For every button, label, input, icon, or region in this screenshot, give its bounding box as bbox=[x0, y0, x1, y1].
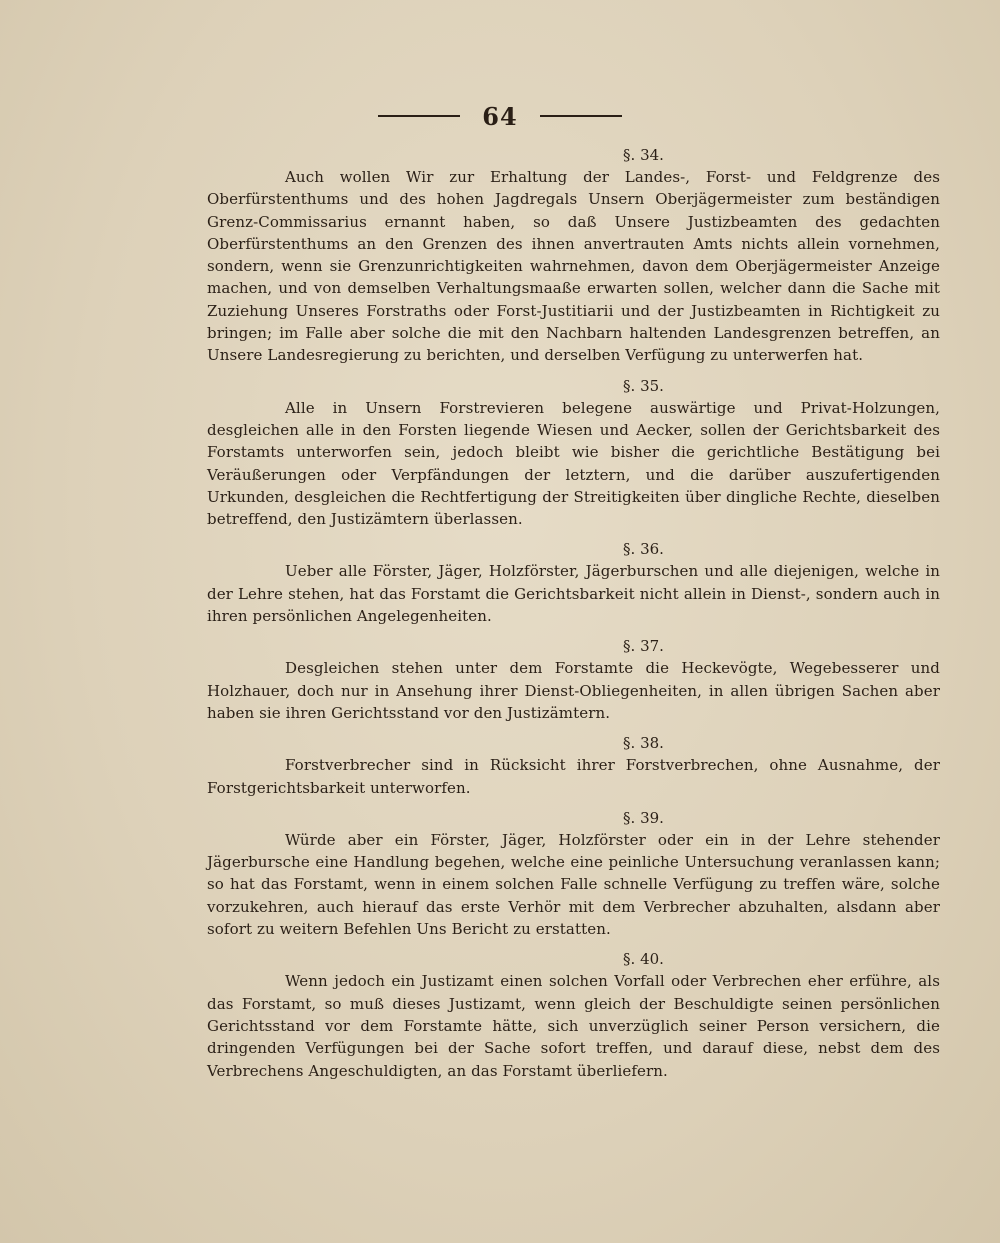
section-35 bbox=[207, 375, 940, 531]
section-heading: §. 39. bbox=[623, 808, 664, 827]
section-heading: §. 40. bbox=[623, 950, 664, 969]
section-heading: §. 38. bbox=[623, 734, 664, 753]
section-38 bbox=[207, 732, 940, 799]
section-paragraph: Desgleichen stehen unter dem Forstamte die Heckevögte, Wegebesserer und Holzhauer, doch nur in Ansehung ihrer Dienst-Obliegenheiten, in allen übrigen Sachen aber haben sie ihren Gerichtsstand vor den Justizämtern. bbox=[207, 659, 940, 722]
page-body bbox=[207, 144, 940, 1082]
header-rule-left bbox=[378, 115, 460, 117]
page-header bbox=[0, 96, 1000, 136]
section-paragraph: Forstverbrecher sind in Rücksicht ihrer Forstverbrechen, ohne Ausnahme, der Forstgerichtsbarkeit unterworfen. bbox=[207, 756, 940, 797]
section-heading: §. 37. bbox=[623, 637, 664, 656]
section-gap bbox=[207, 940, 940, 948]
page-number: 64 bbox=[482, 101, 518, 131]
section-40 bbox=[207, 948, 940, 1081]
section-paragraph: Wenn jedoch ein Justizamt einen solchen Vorfall oder Verbrechen eher erführe, als das Forstamt, so muß dieses Justizamt, wenn gleich der Beschuldigte seinen persönlichen Gerichtsstand vor dem Forstamte hätte, sich unverzüglich seiner Person versichern, die dringenden Verfügungen bei der Sache sofort treffen, und darauf diese, nebst dem des Verbrechens Angeschuldigten, an das Forstamt überliefern. bbox=[207, 972, 940, 1080]
section-paragraph: Würde aber ein Förster, Jäger, Holzförster oder ein in der Lehre stehender Jägerbursche eine Handlung begehen, welche eine peinliche Untersuchung veranlassen kann; so hat das Forstamt, wenn in einem solchen Falle schnelle Verfügung zu treffen wäre, solche vorzukehren, auch hierauf das erste Verhör mit dem Verbrecher abzuhalten, alsdann aber sofort zu weitern Befehlen Uns Bericht zu erstatten. bbox=[207, 830, 940, 939]
section-heading: §. 35. bbox=[623, 376, 664, 395]
section-gap bbox=[207, 530, 940, 538]
section-36 bbox=[207, 538, 940, 627]
section-paragraph: Alle in Unsern Forstrevieren belegene auswärtige und Privat-Holzungen, desgleichen alle in den Forsten liegende Wiesen und Aecker, sollen der Gerichtsbarkeit des Forstamts unterworfen sein, jedoch bleibt wie bisher die gerichtliche Bestätigung bei Veräußerungen oder Verpfändungen der letztern, und die darüber auszufertigenden Urkunden, desgleichen die Rechtfertigung der Streitigkeiten über dingliche Rechte, dieselben betreffend, den Justizämtern überlassen. bbox=[207, 398, 940, 529]
section-gap bbox=[207, 627, 940, 635]
section-34 bbox=[207, 144, 940, 367]
section-gap bbox=[207, 724, 940, 732]
section-37 bbox=[207, 635, 940, 724]
section-39 bbox=[207, 807, 940, 940]
section-paragraph: Auch wollen Wir zur Erhaltung der Landes-, Forst- und Feldgrenze des Oberfürstenthums und des hohen Jagdregals Unsern Oberjägermeister zum beständigen Grenz-Commissarius ernannt haben, so daß Unsere Justizbeamten des gedachten Oberfürstenthums an den Grenzen des ihnen anvertrauten Amts nichts allein vornehmen, sondern, wenn sie Grenzunrichtigkeiten wahrnehmen, davon dem Oberjägermeister Anzeige machen, und von demselben Verhaltungsmaaße erwarten sollen, welcher dann die Sache mit Zuziehung Unseres Forstraths oder Forst-Justitiarii und der Justizbeamten in Richtigkeit zu bringen; im Falle aber solche die mit den Nachbarn haltenden Landesgrenzen betreffen, an Unsere Landesregierung zu berichten, und derselben Verfügung zu unterwerfen hat. bbox=[207, 168, 940, 365]
section-gap bbox=[207, 799, 940, 807]
header-rule-right bbox=[540, 115, 622, 117]
section-heading: §. 36. bbox=[623, 540, 664, 559]
section-paragraph: Ueber alle Förster, Jäger, Holzförster, Jägerburschen und alle diejenigen, welche in der Lehre stehen, hat das Forstamt die Gerichtsbarkeit nicht allein in Dienst-, sondern auch in ihren persönlichen Angelegenheiten. bbox=[207, 562, 940, 626]
section-heading: §. 34. bbox=[623, 146, 664, 164]
section-gap bbox=[207, 367, 940, 375]
